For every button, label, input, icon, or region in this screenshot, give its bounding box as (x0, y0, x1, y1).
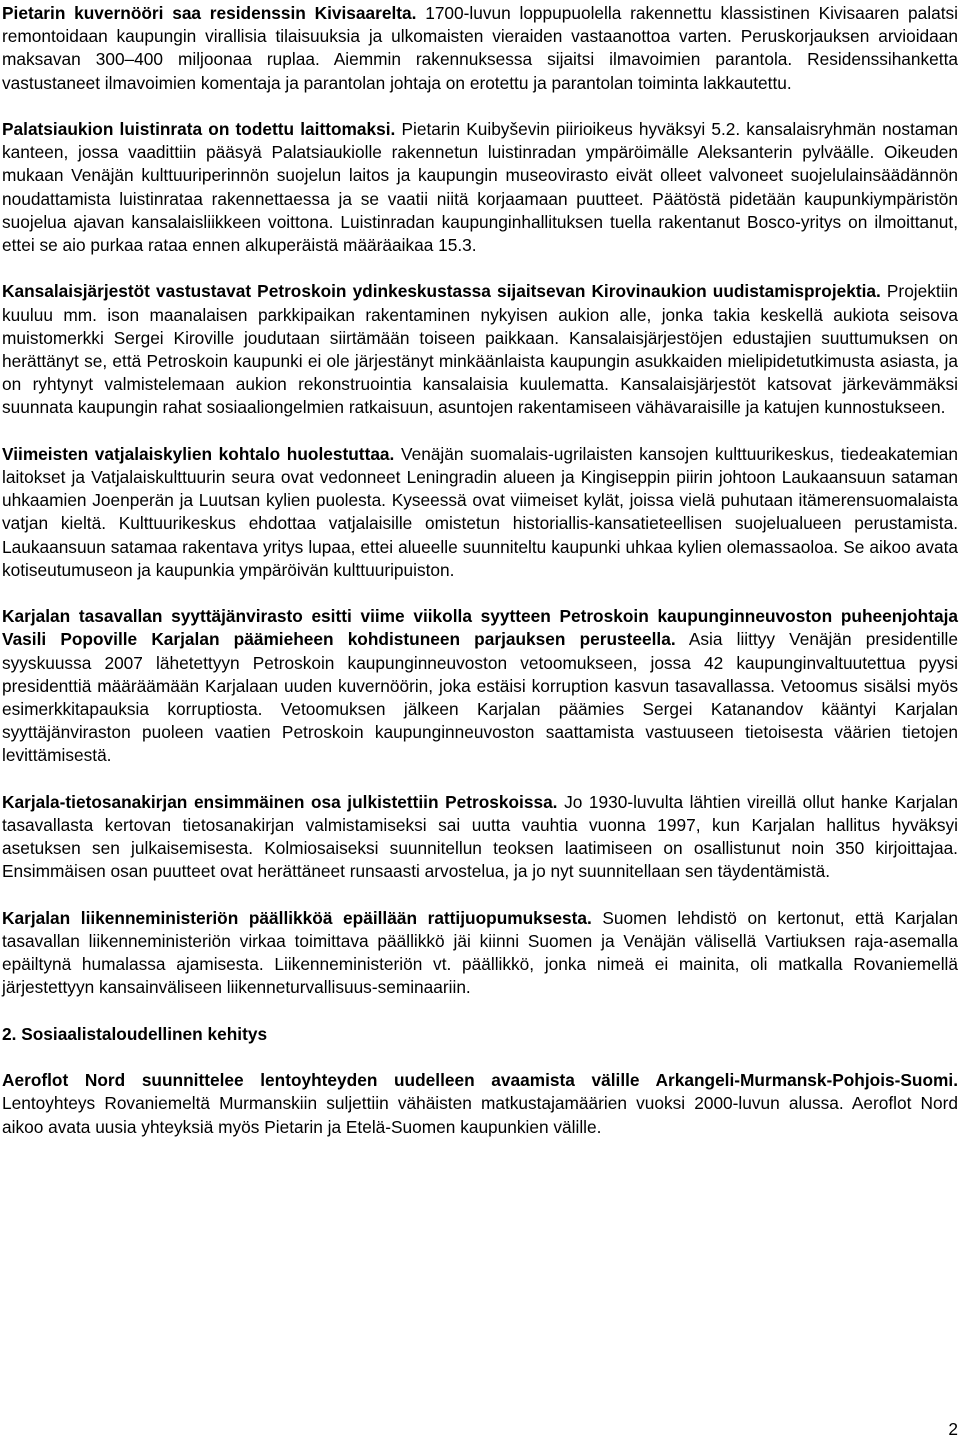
document-page (2, 2, 958, 1139)
paragraph-heading: Karjalan tasavallan syyttäjänvirasto esitti viime viikolla syytteen Petroskoin kaupunginneuvoston puheenjohtaja Vasili Popoville Karjalan päämieheen kohdistuneen parjauksen perusteella. (2, 606, 958, 650)
news-paragraph-votic-villages (2, 443, 958, 582)
paragraph-body: Venäjän suomalais-ugrilaisten kansojen kulttuurikeskus, tiedeakatemian laitokset ja Vatjalaiskulttuurin seura ovat vedonneet Leningradin alueen ja Kingiseppin piirin johtoon Laukaansuun sataman uhkaamien Joenperän ja Luutsan kylien puolesta. Kyseessä ovat viimeiset kylät, joissa vielä puhutaan itämerensuomalaista vatjan kieltä. Kulttuurikeskus ehdottaa vatjalaisille omistetun historiallis-kansatieteellisen suojelualueen perustamista. Laukaansuun satamaa rakentava yritys lupaa, ettei alueelle suunniteltu kaupunki uhkaa kylien olemassaoloa. Se aikoo avata kotiseutumuseon ja kaupunkia ympäröivän kulttuuripuiston. (2, 443, 958, 580)
news-paragraph-encyclopedia (2, 791, 958, 884)
news-paragraph-skating-rink (2, 118, 958, 257)
paragraph-heading: Kansalaisjärjestöt vastustavat Petroskoin ydinkeskustassa sijaitsevan Kirovinaukion uudistamisprojektia. (2, 281, 881, 302)
paragraph-heading: Karjala-tietosanakirjan ensimmäinen osa julkistettiin Petroskoissa. (2, 791, 558, 812)
paragraph-heading: Aeroflot Nord suunnittelee lentoyhteyden uudelleen avaamista välille Arkangeli-Murmansk-Pohjois-Suomi. (2, 1070, 958, 1091)
news-paragraph-transport-ministry (2, 907, 958, 1000)
paragraph-heading: Karjalan liikenneministeriön päällikköä epäillään rattijuopumuksesta. (2, 907, 592, 928)
paragraph-body: Asia liittyy Venäjän presidentille syyskuussa 2007 lähetettyyn Petroskoin kaupunginneuvoston vetoomukseen, jossa 42 kaupunginvaltuutettua pyysi presidenttiä määräämään Karjalaan uuden kuvernöörin, joka estäisi korruption kasvun tasavallassa. Vetoomus sisälsi myös esimerkkitapauksia korruptiosta. Vetoomuksen jälkeen Karjalan päämies Sergei Katanandov kääntyi Karjalan syyttäjänviraston puoleen vaatien Petroskoin kaupunginneuvoston saattamista vastuuseen tietoisesta väärien tietojen levittämisestä. (2, 629, 958, 766)
paragraph-heading: Pietarin kuvernööri saa residenssin Kivisaarelta. (2, 3, 417, 23)
news-paragraph-prosecutor (2, 605, 958, 767)
paragraph-body: 1700-luvun loppupuolella rakennettu klassistinen Kivisaaren palatsi remontoidaan kaupungin virallisia tilaisuuksia ja ulkomaisten vieraiden vastaanottoa varten. Peruskorjauksen arvioidaan maksavan 300–400 miljoonaa ruplaa. Aiemmin rakennuksessa sijaitsi ilmavoimien parantola. Residenssihanketta vastustaneet ilmavoimien komentaja ja parantolan johtaja on erotettu ja parantolan toiminta lakkautettu. (2, 3, 958, 93)
paragraph-body: Lentoyhteys Rovaniemeltä Murmanskiin suljettiin vähäisten matkustajamäärien vuoksi 2000-luvun alussa. Aeroflot Nord aikoo avata uusia yhteyksiä myös Pietarin ja Etelä-Suomen kaupunkien välille. (2, 1093, 958, 1137)
news-paragraph-kirov-square (2, 280, 958, 419)
news-paragraph-aeroflot (2, 1069, 958, 1139)
page-number: 2 (948, 1419, 958, 1439)
section-title: 2. Sosiaalistaloudellinen kehitys (2, 1023, 268, 1044)
paragraph-body: Pietarin Kuibyševin piirioikeus hyväksyi 5.2. kansalaisryhmän nostaman kanteen, jossa vaadittiin pääsyä Palatsiaukiolle rakennetun luistinradan ympäröimälle Aleksanterin pylväälle. Oikeuden mukaan Venäjän kulttuuriperinnön suojelun laitos ja kaupungin museovirasto eivät olleet valvoneet suojelulainsäädännön noudattamista luistinrataa rakennettaessa ja se vaatii niitä korjaamaan puutteet. Päätöstä pidetään kaupunkiympäristön suojelua ajavan kansalaisliikkeen voittona. Luistinradan kaupunginhallituksen tuella rakentanut Bosco-yritys on ilmoittanut, ettei se aio purkaa rataa ennen alkuperäistä määräaikaa 15.3. (2, 119, 959, 256)
paragraph-heading: Palatsiaukion luistinrata on todettu laittomaksi. (2, 119, 396, 139)
news-paragraph-residence (2, 2, 958, 95)
paragraph-heading: Viimeisten vatjalaiskylien kohtalo huolestuttaa. (2, 443, 395, 464)
paragraph-body: Projektiin kuuluu mm. ison maanalaisen parkkipaikan rakentaminen nykyisen aukion alle, jonka takia keskellä aukiota seisova muistomerkki Sergei Kiroville joudutaan siirtämään toiseen paikkaan. Kansalaisjärjestöjen edustajien suuttumuksen on herättänyt se, että Petroskoin kaupunki ei ole järjestänyt minkäänlaista kaupungin asukkaiden mielipidetutkimusta asiasta, ja on ryhtynyt valmistelemaan aukion rekonstruointia kansalaisia kuulematta. Kansalaisjärjestöt katsovat järkevämmäksi suunnata kaupungin rahat sosiaaliongelmien ratkaisuun, asuntojen rakentamiseen vähävaraisille ja katujen kunnostukseen. (2, 281, 958, 418)
paragraph-body: Suomen lehdistö on kertonut, että Karjalan tasavallan liikenneministeriön virkaa toimittava päällikkö jäi kiinni Suomen ja Venäjän välisellä Vartiuksen raja-asemalla epäiltynä humalassa ajamisesta. Liikenneministeriön vt. päällikkö, jonka nimeä ei mainita, oli matkalla Rovaniemellä järjestettyyn kansainväliseen liikenneturvallisuus-seminaariin. (2, 907, 958, 998)
paragraph-body: Jo 1930-luvulta lähtien vireillä ollut hanke Karjalan tasavallasta kertovan tietosanakirjan valmistamiseksi sai uutta vauhtia vuonna 1997, kun Karjalan hallitus hyväksyi asetuksen sen julkaisemisesta. Kolmiosaiseksi suunnitellun teoksen laatimiseen on osallistunut noin 350 kirjoittajaa. Ensimmäisen osan puutteet ovat herättäneet runsaasti arvostelua, ja jo nyt suunnitellaan sen täydentämistä. (2, 791, 959, 882)
